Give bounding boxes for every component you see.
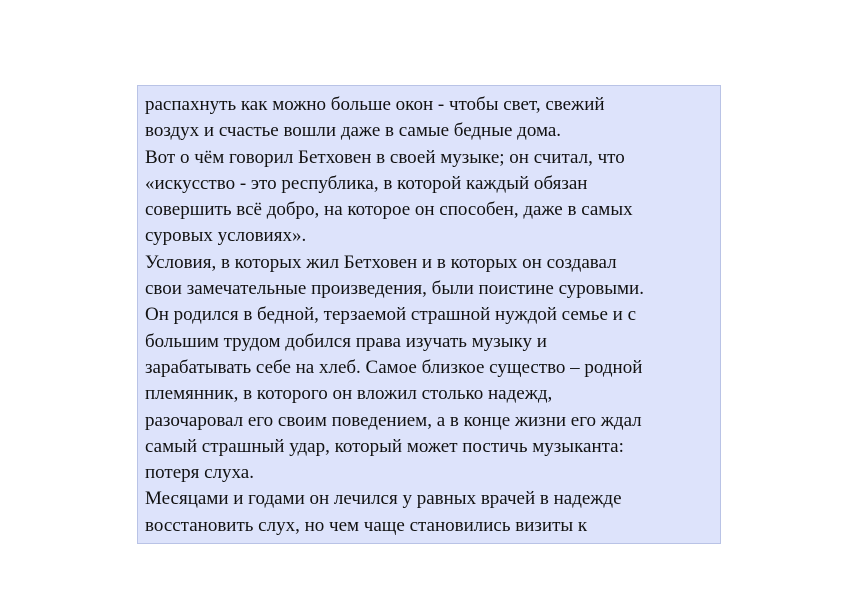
text-line: племянник, в которого он вложил столько надежд, xyxy=(145,383,553,405)
text-line: Он родился в бедной, терзаемой страшной нуждой семье и с xyxy=(145,304,637,326)
text-box xyxy=(137,85,721,544)
text-line: Вот о чём говорил Бетховен в своей музыке; он считал, что xyxy=(145,146,625,168)
text-line: суровых условиях». xyxy=(145,225,307,247)
text-line: самый страшный удар, который может постичь музыканта: xyxy=(145,435,624,457)
text-line: свои замечательные произведения, были поистине суровыми. xyxy=(145,278,644,300)
text-line: совершить всё добро, на которое он способен, даже в самых xyxy=(145,199,633,221)
text-line: Месяцами и годами он лечился у равных врачей в надежде xyxy=(145,488,622,510)
text-line: разочаровал его своим поведением, а в конце жизни его ждал xyxy=(145,409,642,431)
text-line: большим трудом добился права изучать музыку и xyxy=(145,330,547,352)
text-line: зарабатывать себе на хлеб. Самое близкое существо – родной xyxy=(145,356,643,378)
text-line: «искусство - это республика, в которой каждый обязан xyxy=(145,172,588,194)
text-line: восстановить слух, но чем чаще становились визиты к xyxy=(145,514,588,536)
text-line: воздух и счастье вошли даже в самые бедные дома. xyxy=(145,120,562,142)
text-line: Условия, в которых жил Бетховен и в которых он создавал xyxy=(145,251,617,273)
text-line: распахнуть как можно больше окон - чтобы свет, свежий xyxy=(145,94,605,115)
text-line: потеря слуха. xyxy=(145,462,254,484)
